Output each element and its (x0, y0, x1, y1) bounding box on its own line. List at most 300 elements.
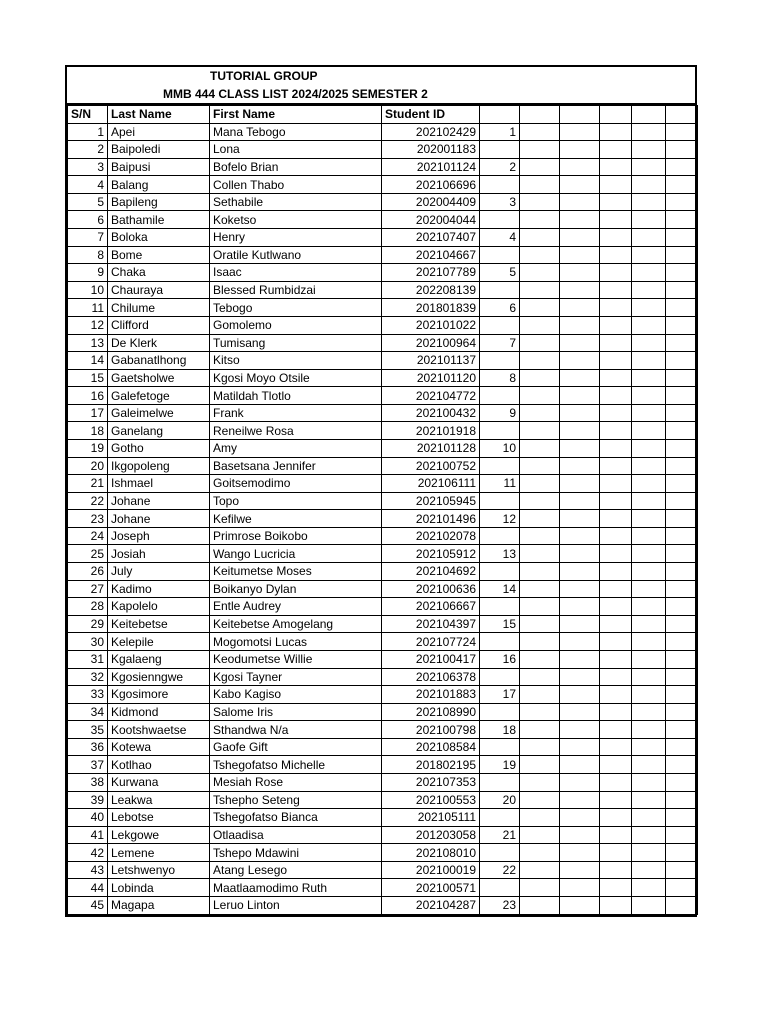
cell-empty (666, 897, 698, 915)
cell-student-id: 202004044 (382, 211, 480, 229)
column-header-blank (520, 106, 560, 124)
table-row (68, 299, 698, 317)
cell-group-number: 21 (480, 826, 520, 844)
cell-last-name: Kotewa (108, 738, 210, 756)
cell-empty (520, 141, 560, 159)
cell-group-number (480, 246, 520, 264)
cell-group-number: 8 (480, 369, 520, 387)
cell-sn: 39 (68, 791, 108, 809)
cell-empty (632, 176, 666, 194)
cell-student-id: 202100417 (382, 650, 480, 668)
cell-sn: 43 (68, 861, 108, 879)
cell-sn: 45 (68, 897, 108, 915)
cell-group-number: 13 (480, 545, 520, 563)
cell-empty (632, 404, 666, 422)
cell-empty (666, 703, 698, 721)
cell-last-name: De Klerk (108, 334, 210, 352)
cell-empty (632, 721, 666, 739)
table-row (68, 176, 698, 194)
cell-last-name: Bathamile (108, 211, 210, 229)
cell-last-name: Gotho (108, 439, 210, 457)
cell-group-number: 23 (480, 897, 520, 915)
cell-empty (600, 510, 632, 528)
cell-empty (632, 527, 666, 545)
cell-first-name: Primrose Boikobo (210, 527, 382, 545)
cell-student-id: 202107789 (382, 264, 480, 282)
cell-sn: 21 (68, 475, 108, 493)
cell-sn: 25 (68, 545, 108, 563)
cell-empty (632, 316, 666, 334)
cell-empty (560, 563, 600, 581)
cell-empty (600, 123, 632, 141)
cell-empty (666, 738, 698, 756)
cell-first-name: Mogomotsi Lucas (210, 633, 382, 651)
cell-last-name: Kapolelo (108, 598, 210, 616)
cell-empty (632, 809, 666, 827)
cell-empty (632, 879, 666, 897)
cell-empty (632, 352, 666, 370)
cell-first-name: Bofelo Brian (210, 158, 382, 176)
cell-empty (600, 439, 632, 457)
cell-empty (600, 703, 632, 721)
cell-sn: 8 (68, 246, 108, 264)
cell-first-name: Oratile Kutlwano (210, 246, 382, 264)
cell-last-name: Balang (108, 176, 210, 194)
cell-empty (520, 563, 560, 581)
cell-empty (600, 246, 632, 264)
cell-empty (666, 229, 698, 247)
table-row (68, 668, 698, 686)
cell-empty (560, 246, 600, 264)
cell-first-name: Kgosi Moyo Otsile (210, 369, 382, 387)
cell-last-name: Kootshwaetse (108, 721, 210, 739)
cell-empty (632, 193, 666, 211)
cell-empty (632, 387, 666, 405)
cell-empty (560, 299, 600, 317)
table-row (68, 211, 698, 229)
cell-empty (666, 580, 698, 598)
table-row (68, 334, 698, 352)
header-row (68, 106, 698, 124)
cell-empty (520, 510, 560, 528)
table-row (68, 580, 698, 598)
cell-first-name: Kitso (210, 352, 382, 370)
cell-student-id: 202102429 (382, 123, 480, 141)
cell-group-number (480, 738, 520, 756)
cell-empty (666, 598, 698, 616)
cell-empty (600, 738, 632, 756)
cell-student-id: 202004409 (382, 193, 480, 211)
cell-empty (560, 369, 600, 387)
cell-empty (600, 281, 632, 299)
cell-empty (520, 422, 560, 440)
cell-empty (560, 176, 600, 194)
cell-empty (666, 123, 698, 141)
cell-empty (632, 686, 666, 704)
cell-empty (560, 264, 600, 282)
table-row (68, 404, 698, 422)
cell-empty (560, 826, 600, 844)
cell-sn: 14 (68, 352, 108, 370)
cell-empty (560, 457, 600, 475)
cell-sn: 17 (68, 404, 108, 422)
cell-student-id: 202100553 (382, 791, 480, 809)
cell-last-name: Kgalaeng (108, 650, 210, 668)
table-row (68, 773, 698, 791)
cell-first-name: Lona (210, 141, 382, 159)
cell-empty (560, 158, 600, 176)
cell-student-id: 202101137 (382, 352, 480, 370)
cell-last-name: Galefetoge (108, 387, 210, 405)
table-row (68, 879, 698, 897)
cell-last-name: Baipoledi (108, 141, 210, 159)
table-row (68, 633, 698, 651)
cell-empty (560, 791, 600, 809)
cell-empty (666, 475, 698, 493)
tutorial-group-title: TUTORIAL GROUP (210, 69, 318, 83)
cell-empty (520, 211, 560, 229)
cell-group-number: 12 (480, 510, 520, 528)
cell-group-number (480, 773, 520, 791)
cell-empty (666, 492, 698, 510)
cell-empty (666, 809, 698, 827)
cell-empty (520, 457, 560, 475)
cell-sn: 15 (68, 369, 108, 387)
table-row (68, 439, 698, 457)
cell-group-number: 16 (480, 650, 520, 668)
cell-sn: 24 (68, 527, 108, 545)
cell-empty (520, 703, 560, 721)
cell-empty (560, 650, 600, 668)
cell-empty (632, 141, 666, 159)
cell-empty (666, 650, 698, 668)
cell-last-name: July (108, 563, 210, 581)
cell-last-name: Lebotse (108, 809, 210, 827)
cell-empty (600, 563, 632, 581)
cell-empty (600, 598, 632, 616)
cell-empty (560, 580, 600, 598)
cell-student-id: 202100798 (382, 721, 480, 739)
column-header-blank (600, 106, 632, 124)
cell-sn: 36 (68, 738, 108, 756)
cell-empty (520, 475, 560, 493)
cell-group-number: 10 (480, 439, 520, 457)
class-list-sheet (65, 65, 697, 917)
cell-empty (632, 439, 666, 457)
cell-empty (560, 861, 600, 879)
cell-empty (520, 193, 560, 211)
cell-last-name: Kotlhao (108, 756, 210, 774)
cell-empty (666, 158, 698, 176)
table-row (68, 510, 698, 528)
cell-empty (666, 879, 698, 897)
cell-student-id: 202101124 (382, 158, 480, 176)
cell-empty (560, 475, 600, 493)
column-header-student-id: Student ID (382, 106, 480, 124)
cell-empty (560, 439, 600, 457)
column-header-blank (480, 106, 520, 124)
cell-empty (666, 211, 698, 229)
cell-empty (520, 580, 560, 598)
cell-empty (520, 668, 560, 686)
cell-student-id: 201203058 (382, 826, 480, 844)
cell-sn: 7 (68, 229, 108, 247)
cell-sn: 38 (68, 773, 108, 791)
cell-empty (666, 457, 698, 475)
cell-student-id: 202001183 (382, 141, 480, 159)
cell-empty (666, 721, 698, 739)
cell-empty (560, 773, 600, 791)
cell-last-name: Johane (108, 492, 210, 510)
cell-empty (600, 264, 632, 282)
cell-empty (560, 316, 600, 334)
column-header-blank (632, 106, 666, 124)
cell-empty (520, 334, 560, 352)
cell-empty (560, 334, 600, 352)
cell-first-name: Keodumetse Willie (210, 650, 382, 668)
cell-sn: 2 (68, 141, 108, 159)
cell-empty (632, 299, 666, 317)
cell-empty (600, 826, 632, 844)
cell-empty (666, 193, 698, 211)
cell-empty (560, 809, 600, 827)
cell-empty (666, 563, 698, 581)
cell-empty (520, 281, 560, 299)
cell-last-name: Lekgowe (108, 826, 210, 844)
cell-sn: 35 (68, 721, 108, 739)
cell-sn: 30 (68, 633, 108, 651)
cell-student-id: 202107724 (382, 633, 480, 651)
cell-last-name: Ishmael (108, 475, 210, 493)
column-header-last-name: Last Name (108, 106, 210, 124)
cell-empty (520, 738, 560, 756)
cell-empty (632, 756, 666, 774)
cell-empty (600, 650, 632, 668)
cell-empty (520, 897, 560, 915)
cell-empty (632, 861, 666, 879)
cell-empty (560, 281, 600, 299)
cell-sn: 27 (68, 580, 108, 598)
cell-empty (520, 615, 560, 633)
cell-empty (600, 422, 632, 440)
cell-empty (560, 193, 600, 211)
cell-first-name: Wango Lucricia (210, 545, 382, 563)
cell-sn: 33 (68, 686, 108, 704)
table-row (68, 264, 698, 282)
cell-empty (666, 773, 698, 791)
table-row (68, 791, 698, 809)
cell-group-number (480, 422, 520, 440)
cell-empty (560, 686, 600, 704)
cell-student-id: 202107353 (382, 773, 480, 791)
cell-empty (632, 844, 666, 862)
cell-empty (600, 756, 632, 774)
column-header-blank (560, 106, 600, 124)
cell-last-name: Apei (108, 123, 210, 141)
cell-empty (560, 844, 600, 862)
cell-empty (666, 264, 698, 282)
cell-last-name: Kurwana (108, 773, 210, 791)
cell-empty (560, 756, 600, 774)
cell-empty (666, 633, 698, 651)
cell-empty (600, 897, 632, 915)
cell-sn: 28 (68, 598, 108, 616)
cell-empty (560, 387, 600, 405)
cell-empty (666, 369, 698, 387)
cell-sn: 11 (68, 299, 108, 317)
cell-sn: 1 (68, 123, 108, 141)
cell-group-number (480, 211, 520, 229)
cell-first-name: Tebogo (210, 299, 382, 317)
cell-student-id: 202104667 (382, 246, 480, 264)
cell-group-number: 7 (480, 334, 520, 352)
cell-sn: 5 (68, 193, 108, 211)
cell-first-name: Tshegofatso Bianca (210, 809, 382, 827)
cell-empty (600, 580, 632, 598)
cell-empty (600, 492, 632, 510)
cell-empty (600, 229, 632, 247)
cell-empty (560, 510, 600, 528)
cell-group-number: 11 (480, 475, 520, 493)
cell-sn: 32 (68, 668, 108, 686)
table-row (68, 281, 698, 299)
cell-first-name: Boikanyo Dylan (210, 580, 382, 598)
cell-empty (600, 668, 632, 686)
cell-first-name: Tshegofatso Michelle (210, 756, 382, 774)
class-list-table (67, 105, 698, 915)
cell-group-number: 5 (480, 264, 520, 282)
column-header-sn: S/N (68, 106, 108, 124)
cell-student-id: 202101120 (382, 369, 480, 387)
cell-first-name: Henry (210, 229, 382, 247)
cell-first-name: Gomolemo (210, 316, 382, 334)
cell-empty (600, 879, 632, 897)
cell-student-id: 202106696 (382, 176, 480, 194)
cell-first-name: Sethabile (210, 193, 382, 211)
cell-empty (632, 281, 666, 299)
table-row (68, 246, 698, 264)
cell-last-name: Bome (108, 246, 210, 264)
cell-empty (560, 615, 600, 633)
cell-group-number (480, 703, 520, 721)
cell-first-name: Reneilwe Rosa (210, 422, 382, 440)
cell-first-name: Keitebetse Amogelang (210, 615, 382, 633)
cell-empty (520, 229, 560, 247)
table-row (68, 123, 698, 141)
cell-sn: 42 (68, 844, 108, 862)
cell-first-name: Mana Tebogo (210, 123, 382, 141)
cell-empty (520, 598, 560, 616)
cell-empty (520, 756, 560, 774)
cell-student-id: 202104692 (382, 563, 480, 581)
cell-last-name: Bapileng (108, 193, 210, 211)
cell-empty (520, 158, 560, 176)
cell-empty (632, 545, 666, 563)
cell-empty (600, 721, 632, 739)
cell-sn: 12 (68, 316, 108, 334)
cell-first-name: Sthandwa N/a (210, 721, 382, 739)
cell-empty (520, 545, 560, 563)
cell-group-number: 14 (480, 580, 520, 598)
cell-sn: 9 (68, 264, 108, 282)
cell-empty (632, 580, 666, 598)
cell-student-id: 202101128 (382, 439, 480, 457)
cell-empty (666, 439, 698, 457)
cell-empty (520, 492, 560, 510)
column-header-blank (666, 106, 698, 124)
cell-last-name: Chilume (108, 299, 210, 317)
cell-student-id: 202100019 (382, 861, 480, 879)
cell-group-number: 22 (480, 861, 520, 879)
cell-sn: 26 (68, 563, 108, 581)
table-row (68, 615, 698, 633)
cell-group-number: 15 (480, 615, 520, 633)
table-row (68, 809, 698, 827)
cell-empty (520, 246, 560, 264)
cell-student-id: 202105111 (382, 809, 480, 827)
cell-first-name: Leruo Linton (210, 897, 382, 915)
table-row (68, 492, 698, 510)
cell-empty (632, 475, 666, 493)
cell-empty (632, 211, 666, 229)
cell-empty (600, 334, 632, 352)
table-row (68, 369, 698, 387)
cell-empty (600, 369, 632, 387)
cell-last-name: Ikgopoleng (108, 457, 210, 475)
cell-first-name: Frank (210, 404, 382, 422)
cell-empty (560, 229, 600, 247)
cell-empty (560, 879, 600, 897)
cell-last-name: Galeimelwe (108, 404, 210, 422)
cell-first-name: Basetsana Jennifer (210, 457, 382, 475)
cell-sn: 37 (68, 756, 108, 774)
cell-group-number (480, 844, 520, 862)
cell-student-id: 202101918 (382, 422, 480, 440)
cell-last-name: Leakwa (108, 791, 210, 809)
class-list-title: MMB 444 CLASS LIST 2024/2025 SEMESTER 2 (163, 87, 428, 101)
cell-empty (600, 176, 632, 194)
cell-empty (666, 422, 698, 440)
cell-student-id: 202106378 (382, 668, 480, 686)
cell-group-number: 6 (480, 299, 520, 317)
cell-empty (600, 773, 632, 791)
table-row (68, 721, 698, 739)
cell-empty (520, 316, 560, 334)
cell-empty (600, 299, 632, 317)
cell-group-number (480, 563, 520, 581)
cell-sn: 34 (68, 703, 108, 721)
cell-empty (632, 791, 666, 809)
cell-student-id: 202208139 (382, 281, 480, 299)
cell-empty (666, 246, 698, 264)
table-row (68, 475, 698, 493)
cell-empty (600, 158, 632, 176)
cell-first-name: Goitsemodimo (210, 475, 382, 493)
cell-sn: 20 (68, 457, 108, 475)
cell-first-name: Kgosi Tayner (210, 668, 382, 686)
cell-empty (632, 246, 666, 264)
cell-empty (632, 650, 666, 668)
cell-empty (520, 826, 560, 844)
cell-empty (600, 352, 632, 370)
table-row (68, 527, 698, 545)
cell-empty (666, 316, 698, 334)
cell-first-name: Entle Audrey (210, 598, 382, 616)
cell-sn: 41 (68, 826, 108, 844)
cell-group-number (480, 809, 520, 827)
cell-first-name: Tshepho Seteng (210, 791, 382, 809)
cell-last-name: Josiah (108, 545, 210, 563)
